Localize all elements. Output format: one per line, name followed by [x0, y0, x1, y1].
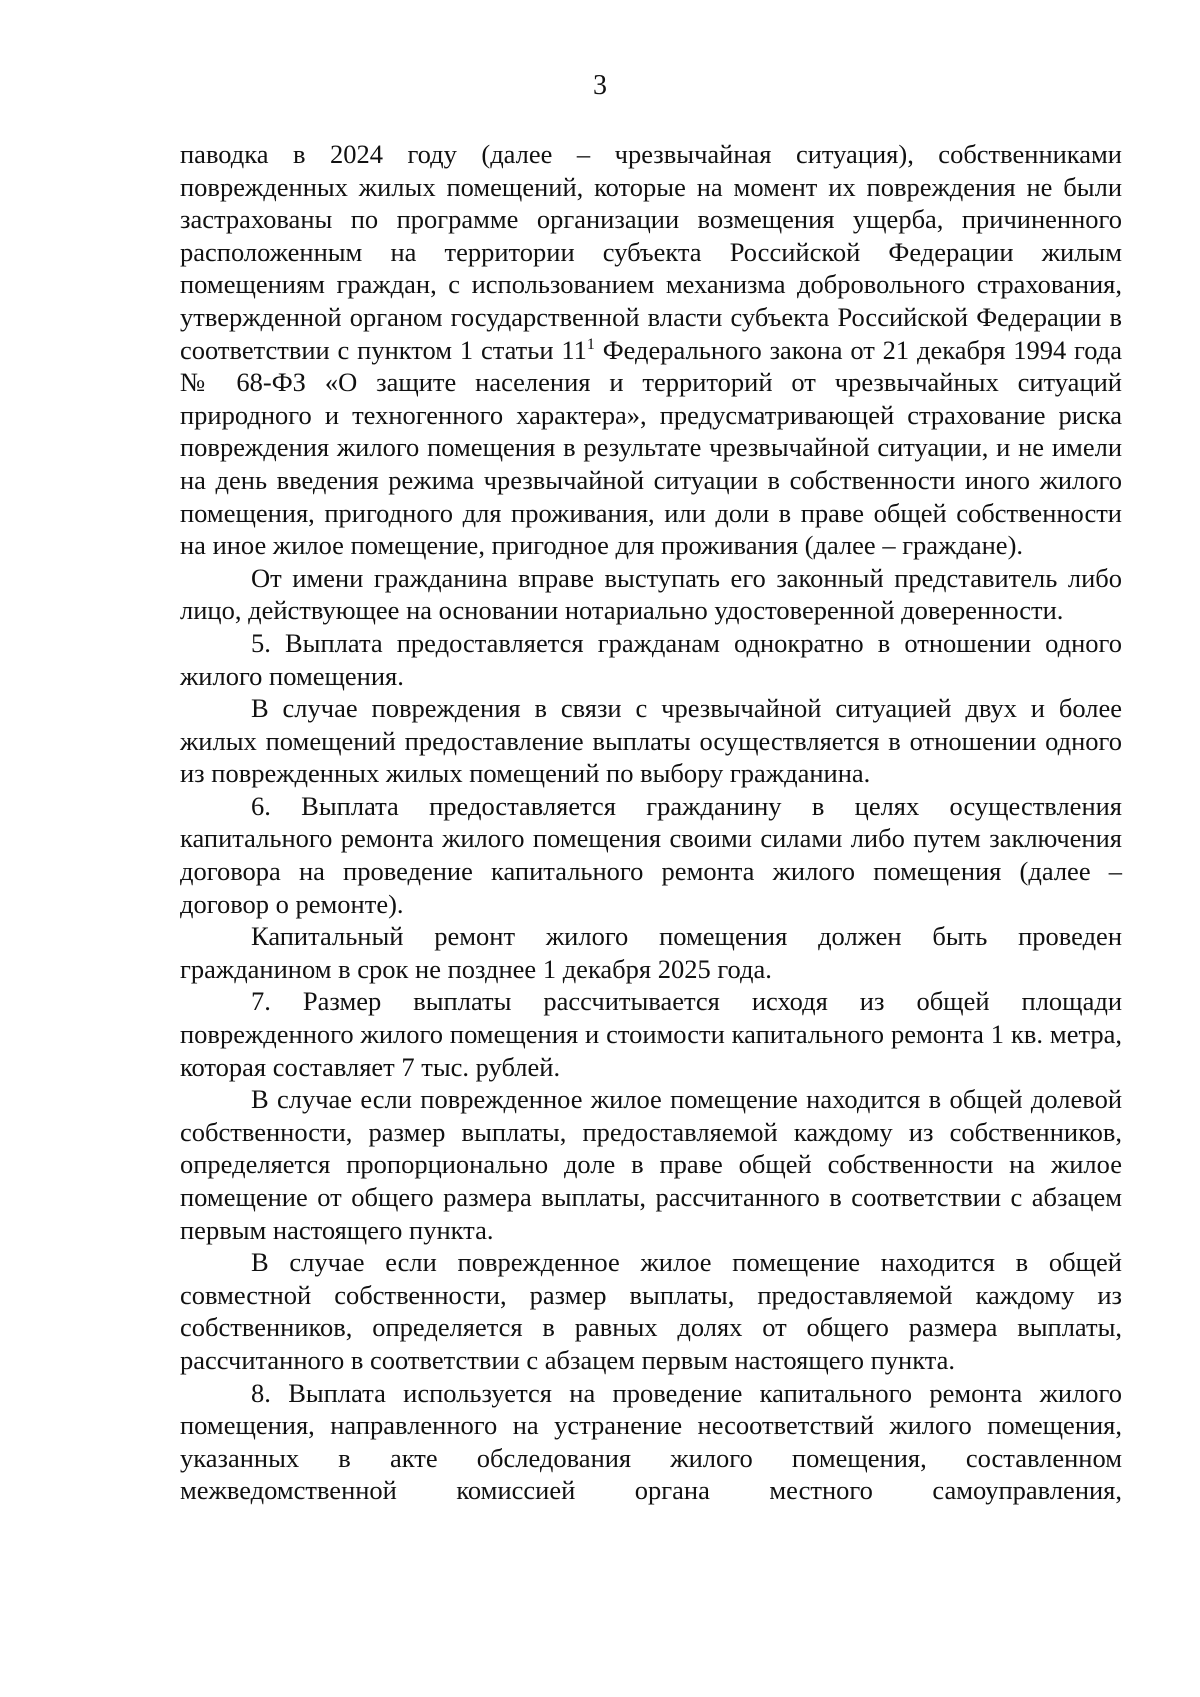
- document-body: [180, 138, 1122, 1507]
- article-superscript: 1: [586, 335, 595, 353]
- page-number: 3: [593, 70, 607, 101]
- paragraph-shared-ownership: В случае если поврежденное жилое помещение находится в общей долевой собственности, размер выплаты, предоставляемой каждому из собственников, определяется пропорционально доле в праве общей собственности на жилое помещение от общего размера выплаты, рассчитанного в соответствии с абзацем первым настоящего пункта.: [180, 1084, 1122, 1245]
- paragraph-multiple-premises: В случае повреждения в связи с чрезвычайной ситуацией двух и более жилых помещений предоставление выплаты осуществляется в отношении одного из поврежденных жилых помещений по выбору гражданина.: [180, 693, 1122, 789]
- paragraph-representative: От имени гражданина вправе выступать его законный представитель либо лицо, действующее на основании нотариально удостоверенной доверенности.: [180, 562, 1122, 626]
- paragraph-joint-ownership: В случае если поврежденное жилое помещение находится в общей совместной собственности, размер выплаты, предоставляемой каждому из собственников, определяется в равных долях от общего размера выплаты, рассчитанного в соответствии с абзацем первым настоящего пункта.: [180, 1247, 1122, 1375]
- paragraph-text: Федерального закона от 21 декабря 1994 года № 68-ФЗ «О защите населения и территорий от чрезвычайных ситуаций природного и техногенного характера», предусматривающей страхование риска повреждения жилого помещения в результате чрезвычайной ситуации, и не имели на день введения режима чрезвычайной ситуации в собственности иного жилого помещения, пригодного для проживания, или доли в праве общей собственности на иное жилое помещение, пригодное для проживания (далее – граждане).: [180, 334, 1122, 561]
- paragraph-continuation: [180, 138, 1122, 562]
- paragraph-item-7: 7. Размер выплаты рассчитывается исходя из общей площади поврежденного жилого помещения и стоимости капитального ремонта 1 кв. метра, которая составляет 7 тыс. рублей.: [180, 986, 1122, 1082]
- paragraph-item-8: 8. Выплата используется на проведение капитального ремонта жилого помещения, направленного на устранение несоответствий жилого помещения, указанных в акте обследования жилого помещения, составленном межведомственной комиссией органа местного самоуправления,: [180, 1377, 1122, 1506]
- paragraph-item-5: 5. Выплата предоставляется гражданам однократно в отношении одного жилого помещения.: [180, 627, 1122, 691]
- paragraph-item-6: 6. Выплата предоставляется гражданину в целях осуществления капитального ремонта жилого помещения своими силами либо путем заключения договора на проведение капитального ремонта жилого помещения (далее – договор о ремонте).: [180, 790, 1122, 919]
- paragraph-text: паводка в 2024 году (далее – чрезвычайная ситуация), собственниками поврежденных жилых помещений, которые на момент их повреждения не были застрахованы по программе организации возмещения ущерба, причиненного расположенным на территории субъекта Российской Федерации жилым помещениям граждан, с использованием механизма добровольного страхования, утвержденной органом государственной власти субъекта Российской Федерации в соответствии с пунктом 1 статьи 11: [180, 139, 1122, 365]
- paragraph-repair-deadline: Капитальный ремонт жилого помещения должен быть проведен гражданином в срок не позднее 1 декабря 2025 года.: [180, 921, 1122, 984]
